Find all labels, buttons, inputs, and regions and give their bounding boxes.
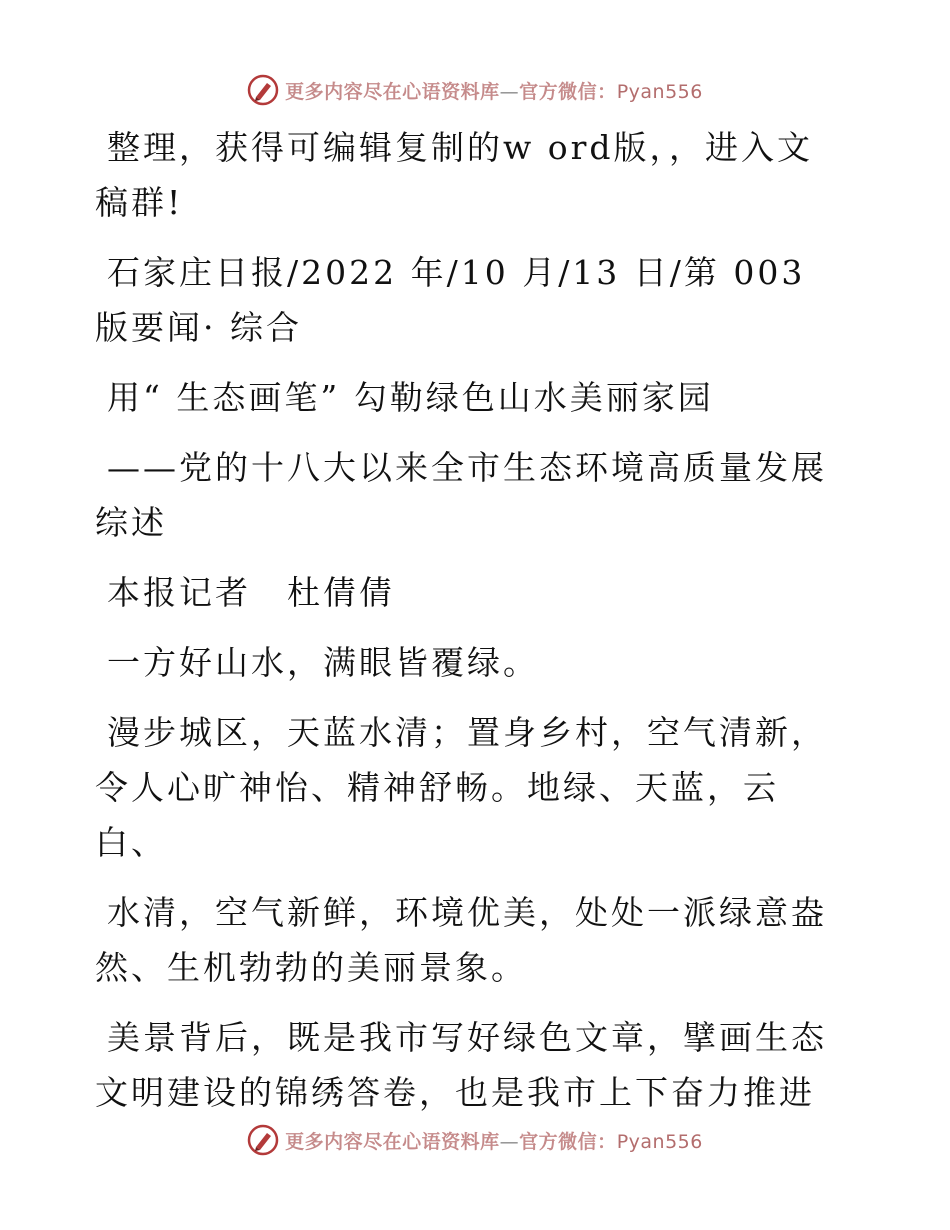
watermark-text: [285, 77, 703, 104]
watermark-brand: 更多内容尽在心语资料库: [285, 80, 500, 103]
header-watermark: [0, 70, 950, 110]
article-byline: 本报记者 杜倩倩: [107, 573, 395, 612]
paragraph-body: 水清，空气新鲜，环境优美，处处一派绿意盎然、生机勃勃的美丽景象。: [95, 893, 827, 987]
watermark-handle: Pyan556: [616, 80, 703, 103]
watermark-brand: 更多内容尽在心语资料库: [285, 1130, 500, 1153]
paragraph-body: 美景背后，既是我市写好绿色文章，擘画生态文明建设的锦绣答卷，也是我市上下奋力推进: [95, 1018, 827, 1112]
pen-logo-icon: [247, 74, 279, 106]
watermark-text: [285, 1127, 703, 1154]
document-body: [95, 120, 835, 1135]
pen-logo-icon: [247, 1124, 279, 1156]
watermark-dash: —: [499, 1130, 520, 1153]
watermark-channel: 官方微信：: [519, 1130, 617, 1153]
article-subtitle: ——党的十八大以来全市生态环境高质量发展综述: [95, 448, 827, 542]
paragraph-source: 石家庄日报/2022 年/10 月/13 日/第 003 版要闻· 综合: [95, 253, 806, 347]
footer-watermark: [0, 1120, 950, 1160]
paragraph-intro: 整理，获得可编辑复制的w ord版，，进入文稿群!: [95, 128, 814, 222]
watermark-dash: —: [499, 80, 520, 103]
watermark-channel: 官方微信：: [519, 80, 617, 103]
paragraph-body: 漫步城区，天蓝水清；置身乡村，空气清新，令人心旷神怡、精神舒畅。地绿、天蓝，云白、: [95, 713, 827, 862]
paragraph-body: 一方好山水，满眼皆覆绿。: [107, 643, 539, 682]
article-title: 用“ 生态画笔” 勾勒绿色山水美丽家园: [107, 378, 714, 417]
watermark-handle: Pyan556: [616, 1130, 703, 1153]
